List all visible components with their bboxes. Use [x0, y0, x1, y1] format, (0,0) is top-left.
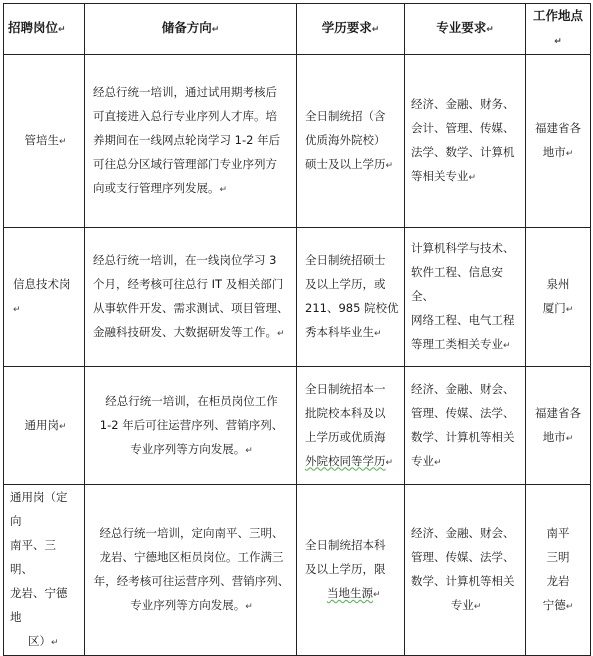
header-direction: 储备方向↵ — [85, 4, 297, 55]
header-row — [4, 4, 591, 55]
cell-education: 全日制统招硕士 及以上学历，或 211、985 院校优 秀本科毕业生↵ — [297, 228, 405, 367]
table-row — [4, 485, 591, 656]
cell-direction: 经总行统一培训，在柜员岗位工作 1-2 年后可往运营序列、营销序列、 专业序列等方向发展。↵ — [85, 367, 297, 485]
cell-education: 全日制统招（含 优质海外院校） 硕士及以上学历↵ — [297, 55, 405, 228]
cell-position: 通用岗（定向 南平、三明、 龙岩、宁德地 区）↵ — [4, 485, 85, 656]
header-position: 招聘岗位↵ — [4, 4, 85, 55]
cell-direction: 经总行统一培训，通过试用期考核后 可直接进入总行专业序列人才库。培 养期间在一线网点轮岗学习 1-2 年后 可往总分区域行管理部门专业序列方 向或支行管理序列发展。↵ — [85, 55, 297, 228]
header-education: 学历要求↵ — [297, 4, 405, 55]
cell-direction: 经总行统一培训，定向南平、三明、 龙岩、宁德地区柜员岗位。工作满三 年，经考核可往运营序列、营销序列、 专业序列等方向发展。↵ — [85, 485, 297, 656]
cell-location: 泉州 厦门↵ — [526, 228, 591, 367]
table-row — [4, 367, 591, 485]
cell-position: 通用岗↵ — [4, 367, 85, 485]
header-location: 工作地点↵ — [526, 4, 591, 55]
cell-position: 信息技术岗↵ — [4, 228, 85, 367]
header-major: 专业要求↵ — [405, 4, 526, 55]
cell-location: 南平 三明 龙岩 宁德↵ — [526, 485, 591, 656]
cell-location: 福建省各 地市↵ — [526, 55, 591, 228]
cell-location: 福建省各 地市↵ — [526, 367, 591, 485]
cell-position: 管培生↵ — [4, 55, 85, 228]
cell-education: 全日制统招本科 及以上学历，限 当地生源↵ — [297, 485, 405, 656]
recruitment-table — [3, 3, 591, 656]
cell-major: 计算机科学与技术、 软件工程、信息安全、 网络工程、电气工程 等理工类相关专业↵ — [405, 228, 526, 367]
cell-major: 经济、金融、财务、 会计、管理、传媒、 法学、数学、计算机 等相关专业↵ — [405, 55, 526, 228]
cell-major: 经济、金融、财会、 管理、传媒、法学、 数学、计算机等相关 专业↵ — [405, 485, 526, 656]
cell-education: 全日制统招本一 批院校本科及以 上学历或优质海 外院校同等学历↵ — [297, 367, 405, 485]
table-row — [4, 228, 591, 367]
table-row — [4, 55, 591, 228]
cell-direction: 经总行统一培训，在一线岗位学习 3 个月，经考核可往总行 IT 及相关部门 从事软件开发、需求测试、项目管理、 金融科技研发、大数据研发等工作。↵ — [85, 228, 297, 367]
cell-major: 经济、金融、财会、 管理、传媒、法学、 数学、计算机等相关 专业↵ — [405, 367, 526, 485]
